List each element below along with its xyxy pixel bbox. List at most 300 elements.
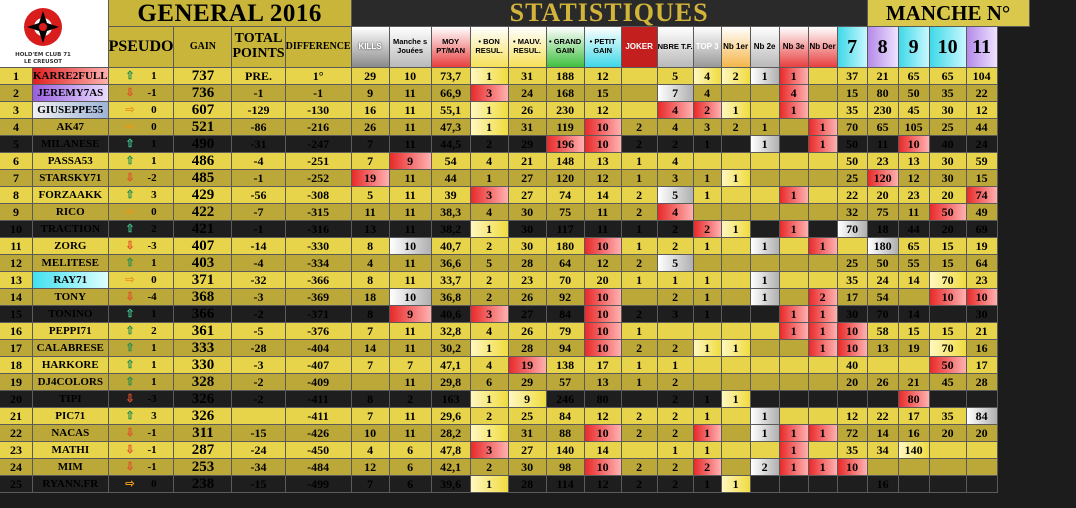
m7-cell: 70 [838, 119, 868, 136]
pseudo-cell: TRACTION [33, 221, 109, 238]
total-points-cell: 366 [174, 306, 232, 323]
kills-cell: 8 [352, 306, 390, 323]
difference-first-cell: -247 [286, 136, 352, 153]
pseudo-cell: STARSKY71 [33, 170, 109, 187]
rank-cell: 5 [0, 136, 33, 153]
m7-cell: 17 [838, 289, 868, 306]
gain-cell [109, 255, 175, 272]
petit-cell: 11 [585, 204, 622, 221]
col-header-grand[interactable]: • GRAND GAIN [547, 27, 585, 68]
nb1-cell [722, 153, 751, 170]
col-header-manche-9[interactable]: 9 [899, 27, 930, 68]
nb3-cell [780, 272, 809, 289]
bon-cell: 1 [471, 476, 509, 493]
table-row[interactable] [0, 323, 1030, 340]
bon-cell: 4 [471, 357, 509, 374]
m10-cell: 15 [930, 323, 967, 340]
col-header-gain[interactable]: GAIN [174, 27, 232, 68]
joker-cell: 1 [622, 170, 658, 187]
arrow-right-icon: ⇨ [125, 120, 135, 133]
gain-cell [109, 272, 175, 289]
m8-cell [868, 459, 899, 476]
rank-cell: 4 [0, 119, 33, 136]
m11-cell: 17 [967, 357, 998, 374]
mauv-cell: 30 [509, 238, 547, 255]
m9-cell: 21 [899, 374, 930, 391]
rank-cell: 12 [0, 255, 33, 272]
col-header-mauv[interactable]: • MAUV. RESUL. [509, 27, 547, 68]
petit-cell: 17 [585, 357, 622, 374]
manches-cell: 11 [390, 425, 432, 442]
joker-cell: 2 [622, 459, 658, 476]
top3-cell [694, 204, 722, 221]
manches-cell: 2 [390, 391, 432, 408]
gain-cell [109, 357, 175, 374]
mauv-cell: 27 [509, 442, 547, 459]
manches-cell: 11 [390, 187, 432, 204]
nbder-cell [809, 408, 838, 425]
gain-cell [109, 459, 175, 476]
nb2-cell: 1 [751, 408, 780, 425]
top3-cell: 1 [694, 238, 722, 255]
joker-cell [622, 289, 658, 306]
table-row[interactable] [0, 153, 1030, 170]
m11-cell: 20 [967, 425, 998, 442]
col-header-top3[interactable]: TOP 3 [694, 27, 722, 68]
petit-cell: 12 [585, 476, 622, 493]
total-points-cell: 407 [174, 238, 232, 255]
difference-first-cell: -330 [286, 238, 352, 255]
grand-cell: 138 [547, 357, 585, 374]
nbre-cell: 1 [658, 272, 694, 289]
nbder-cell: 1 [809, 340, 838, 357]
pseudo-cell: KARRE2FULL [33, 68, 109, 85]
m11-cell: 10 [967, 289, 998, 306]
col-header-manches[interactable]: Manche s Jouées [390, 27, 432, 68]
svg-text:HOLD'EM CLUB 71: HOLD'EM CLUB 71 [15, 51, 71, 58]
table-row[interactable] [0, 119, 1030, 136]
grand-cell: 57 [547, 374, 585, 391]
petit-cell: 12 [585, 408, 622, 425]
mauv-cell: 30 [509, 204, 547, 221]
m11-cell: 16 [967, 340, 998, 357]
m9-cell [899, 357, 930, 374]
nb3-cell: 1 [780, 187, 809, 204]
nb3-cell: 1 [780, 68, 809, 85]
arrow-down-icon: ⇩ [125, 86, 135, 99]
m10-cell: 65 [930, 68, 967, 85]
nb1-cell [722, 289, 751, 306]
m8-cell: 34 [868, 442, 899, 459]
nb2-cell: 1 [751, 272, 780, 289]
m10-cell: 70 [930, 272, 967, 289]
nb3-cell [780, 408, 809, 425]
grand-cell: 79 [547, 323, 585, 340]
petit-cell: 15 [585, 85, 622, 102]
moy-cell: 47,8 [432, 442, 471, 459]
pseudo-cell: PASSA53 [33, 153, 109, 170]
mauv-cell: 27 [509, 306, 547, 323]
difference-prev-cell: -129 [232, 102, 285, 119]
difference-first-cell: -369 [286, 289, 352, 306]
table-row[interactable] [0, 374, 1030, 391]
arrow-down-icon: ⇩ [125, 171, 135, 184]
top3-cell: 3 [694, 119, 722, 136]
moy-cell: 39 [432, 187, 471, 204]
petit-cell: 10 [585, 459, 622, 476]
kills-cell: 18 [352, 289, 390, 306]
grand-cell: 119 [547, 119, 585, 136]
top3-cell: 1 [694, 187, 722, 204]
manches-cell: 11 [390, 221, 432, 238]
nbre-cell: 1 [658, 357, 694, 374]
m10-cell: 50 [930, 204, 967, 221]
table-row[interactable] [0, 306, 1030, 323]
gain-cell [109, 289, 175, 306]
table-row[interactable] [0, 408, 1030, 425]
difference-first-cell: -130 [286, 102, 352, 119]
m9-cell [899, 459, 930, 476]
m9-cell: 15 [899, 323, 930, 340]
nb1-cell [722, 425, 751, 442]
mauv-cell: 30 [509, 459, 547, 476]
nb3-cell: 1 [780, 459, 809, 476]
manches-cell: 9 [390, 306, 432, 323]
kills-cell: 9 [352, 85, 390, 102]
rank-cell: 23 [0, 442, 33, 459]
nbre-cell: 5 [658, 187, 694, 204]
table-row[interactable] [0, 102, 1030, 119]
difference-prev-cell: -4 [232, 153, 285, 170]
col-header-nbre[interactable]: NBRE T.F. [658, 27, 694, 68]
m7-cell [838, 238, 868, 255]
top3-cell: 1 [694, 442, 722, 459]
table-row[interactable] [0, 476, 1030, 493]
col-header-nb2[interactable]: Nb 2e [751, 27, 780, 68]
m8-cell: 120 [868, 170, 899, 187]
joker-cell: 1 [622, 153, 658, 170]
gain-cell [109, 340, 175, 357]
m8-cell: 54 [868, 289, 899, 306]
nbre-cell: 5 [658, 255, 694, 272]
manches-cell: 9 [390, 153, 432, 170]
m11-cell: 28 [967, 374, 998, 391]
pseudo-cell: RYANN.FR [33, 476, 109, 493]
total-points-cell: 486 [174, 153, 232, 170]
petit-cell: 12 [585, 255, 622, 272]
nb3-cell: 1 [780, 221, 809, 238]
rank-cell: 24 [0, 459, 33, 476]
arrow-right-icon: ⇨ [125, 103, 135, 116]
arrow-up-icon: ⇧ [125, 222, 135, 235]
arrow-down-icon: ⇩ [125, 460, 135, 473]
nb2-cell [751, 374, 780, 391]
grand-cell: 120 [547, 170, 585, 187]
nb2-cell [751, 323, 780, 340]
gain-cell [109, 238, 175, 255]
top3-cell [694, 357, 722, 374]
manches-cell: 11 [390, 255, 432, 272]
difference-prev-cell: -56 [232, 187, 285, 204]
col-header-total[interactable]: TOTAL POINTS [232, 27, 285, 68]
table-row[interactable] [0, 68, 1030, 85]
grand-cell: 246 [547, 391, 585, 408]
m8-cell: 16 [868, 476, 899, 493]
total-points-cell: 326 [174, 391, 232, 408]
moy-cell: 29,8 [432, 374, 471, 391]
nb2-cell [751, 476, 780, 493]
joker-cell: 2 [622, 340, 658, 357]
kills-cell: 7 [352, 357, 390, 374]
total-points-cell: 607 [174, 102, 232, 119]
m10-cell [930, 442, 967, 459]
m8-cell: 21 [868, 68, 899, 85]
m11-cell: 19 [967, 238, 998, 255]
nb1-cell [722, 272, 751, 289]
total-points-cell: 371 [174, 272, 232, 289]
col-header-difference[interactable]: DIFFERENCE [286, 27, 352, 68]
nb3-cell [780, 357, 809, 374]
manches-cell: 11 [390, 340, 432, 357]
table-row[interactable] [0, 425, 1030, 442]
grand-cell: 117 [547, 221, 585, 238]
table-row[interactable] [0, 340, 1030, 357]
col-header-manche-7[interactable]: 7 [838, 27, 868, 68]
table-row[interactable] [0, 391, 1030, 408]
table-row[interactable] [0, 238, 1030, 255]
m10-cell: 20 [930, 425, 967, 442]
m11-cell: 24 [967, 136, 998, 153]
table-row[interactable] [0, 272, 1030, 289]
table-row[interactable] [0, 357, 1030, 374]
nbre-cell: 4 [658, 102, 694, 119]
nbder-cell: 2 [809, 289, 838, 306]
col-header-nb3[interactable]: Nb 3e [780, 27, 809, 68]
rank-cell: 7 [0, 170, 33, 187]
m10-cell: 15 [930, 238, 967, 255]
grand-cell: 188 [547, 68, 585, 85]
pseudo-cell: GIUSEPPE55 [33, 102, 109, 119]
moy-cell: 54 [432, 153, 471, 170]
pseudo-cell: DJ4COLORS [33, 374, 109, 391]
nbre-cell: 2 [658, 459, 694, 476]
m8-cell [868, 357, 899, 374]
moy-cell: 44,5 [432, 136, 471, 153]
rank-cell: 15 [0, 306, 33, 323]
kills-cell: 7 [352, 136, 390, 153]
kills-cell: 7 [352, 153, 390, 170]
kills-cell: 4 [352, 255, 390, 272]
top3-cell: 1 [694, 289, 722, 306]
moy-cell: 38,3 [432, 204, 471, 221]
total-points-cell: 490 [174, 136, 232, 153]
bon-cell: 1 [471, 170, 509, 187]
m9-cell: 140 [899, 442, 930, 459]
m7-cell: 32 [838, 204, 868, 221]
arrow-right-icon: ⇨ [125, 273, 135, 286]
nbre-cell: 7 [658, 85, 694, 102]
moy-cell: 33,7 [432, 272, 471, 289]
table-row[interactable] [0, 85, 1030, 102]
kills-cell: 5 [352, 187, 390, 204]
moy-cell: 36,6 [432, 255, 471, 272]
rank-cell: 17 [0, 340, 33, 357]
bon-cell: 4 [471, 204, 509, 221]
pseudo-cell: RAY71 [33, 272, 109, 289]
table-row[interactable] [0, 187, 1030, 204]
kills-cell: 14 [352, 340, 390, 357]
gain-cell [109, 119, 175, 136]
top3-cell: 4 [694, 68, 722, 85]
nbder-cell [809, 221, 838, 238]
nbder-cell: 1 [809, 119, 838, 136]
kills-cell: 11 [352, 204, 390, 221]
nbder-cell [809, 170, 838, 187]
gain-value: 1 [151, 358, 157, 371]
top3-cell: 1 [694, 170, 722, 187]
m10-cell: 30 [930, 170, 967, 187]
difference-prev-cell: PRE. [232, 68, 285, 85]
nbder-cell [809, 255, 838, 272]
m11-cell: 74 [967, 187, 998, 204]
difference-first-cell: -334 [286, 255, 352, 272]
grand-cell: 74 [547, 187, 585, 204]
table-row[interactable] [0, 442, 1030, 459]
col-header-nb1[interactable]: Nb 1er [722, 27, 751, 68]
grand-cell: 94 [547, 340, 585, 357]
pseudo-cell: TONY [33, 289, 109, 306]
gain-cell [109, 102, 175, 119]
arrow-up-icon: ⇧ [125, 358, 135, 371]
pseudo-cell: AK47 [33, 119, 109, 136]
rank-cell: 3 [0, 102, 33, 119]
gain-cell [109, 425, 175, 442]
total-points-cell: 333 [174, 340, 232, 357]
gain-cell [109, 153, 175, 170]
table-row[interactable] [0, 459, 1030, 476]
total-points-cell: 403 [174, 255, 232, 272]
pseudo-cell: JEREMY7AS [33, 85, 109, 102]
joker-cell: 1 [622, 272, 658, 289]
nb2-cell [751, 221, 780, 238]
nb1-cell [722, 357, 751, 374]
pseudo-cell: TIPI [33, 391, 109, 408]
mauv-cell: 26 [509, 289, 547, 306]
m8-cell: 23 [868, 153, 899, 170]
moy-cell: 32,8 [432, 323, 471, 340]
col-header-bon[interactable]: • BON RESUL. [471, 27, 509, 68]
gain-value: 2 [151, 324, 157, 337]
nb1-cell: 2 [722, 68, 751, 85]
difference-prev-cell: -15 [232, 425, 285, 442]
bon-cell: 1 [471, 221, 509, 238]
col-header-manche-8[interactable]: 8 [868, 27, 899, 68]
gain-cell [109, 374, 175, 391]
kills-cell [352, 374, 390, 391]
gain-value: 1 [151, 307, 157, 320]
moy-cell: 38,2 [432, 221, 471, 238]
mauv-cell: 23 [509, 272, 547, 289]
gain-value: -1 [147, 443, 157, 456]
gain-cell [109, 476, 175, 493]
col-header-nbder[interactable]: Nb Der [809, 27, 838, 68]
m7-cell: 35 [838, 442, 868, 459]
petit-cell: 12 [585, 170, 622, 187]
m7-cell: 35 [838, 272, 868, 289]
nb2-cell: 1 [751, 68, 780, 85]
difference-first-cell: -484 [286, 459, 352, 476]
total-points-cell: 330 [174, 357, 232, 374]
m11-cell [967, 442, 998, 459]
mauv-cell: 28 [509, 255, 547, 272]
difference-prev-cell: -32 [232, 272, 285, 289]
nbder-cell [809, 187, 838, 204]
mauv-cell: 31 [509, 68, 547, 85]
mauv-cell: 26 [509, 102, 547, 119]
nbder-cell: 1 [809, 323, 838, 340]
table-row[interactable] [0, 170, 1030, 187]
petit-cell: 20 [585, 272, 622, 289]
m11-cell: 64 [967, 255, 998, 272]
m7-cell: 50 [838, 153, 868, 170]
col-header-joker[interactable]: JOKER [622, 27, 658, 68]
bon-cell: 4 [471, 323, 509, 340]
col-header-moy[interactable]: MOY PT/MAN [432, 27, 471, 68]
m10-cell: 30 [930, 153, 967, 170]
table-row[interactable] [0, 204, 1030, 221]
kills-cell: 7 [352, 476, 390, 493]
table-row[interactable] [0, 289, 1030, 306]
col-header-pseudo[interactable]: PSEUDO [109, 27, 175, 68]
difference-prev-cell: -31 [232, 136, 285, 153]
col-header-manche-11[interactable]: 11 [967, 27, 998, 68]
m9-cell: 10 [899, 136, 930, 153]
m9-cell: 13 [899, 153, 930, 170]
nb3-cell [780, 170, 809, 187]
arrow-right-icon: ⇨ [125, 205, 135, 218]
table-row[interactable] [0, 221, 1030, 238]
grand-cell: 230 [547, 102, 585, 119]
rank-cell: 10 [0, 221, 33, 238]
gain-value: 0 [151, 205, 157, 218]
bon-cell: 2 [471, 238, 509, 255]
m8-cell: 180 [868, 238, 899, 255]
m9-cell: 44 [899, 221, 930, 238]
m7-cell: 25 [838, 255, 868, 272]
joker-cell: 1 [622, 374, 658, 391]
m11-cell: 49 [967, 204, 998, 221]
top3-cell [694, 153, 722, 170]
moy-cell: 47,3 [432, 119, 471, 136]
difference-prev-cell: -1 [232, 85, 285, 102]
bon-cell: 2 [471, 408, 509, 425]
nb2-cell: 1 [751, 425, 780, 442]
pseudo-cell: RICO [33, 204, 109, 221]
pseudo-cell: NACAS [33, 425, 109, 442]
col-header-petit[interactable]: • PETIT GAIN [585, 27, 622, 68]
table-row[interactable] [0, 255, 1030, 272]
m10-cell: 20 [930, 187, 967, 204]
nbre-cell: 3 [658, 170, 694, 187]
nb2-cell [751, 102, 780, 119]
nbre-cell: 2 [658, 289, 694, 306]
col-header-kills[interactable]: KILLS [352, 27, 390, 68]
col-header-manche-10[interactable]: 10 [930, 27, 967, 68]
m10-cell: 50 [930, 357, 967, 374]
table-row[interactable] [0, 136, 1030, 153]
gain-value: -1 [147, 426, 157, 439]
m8-cell: 18 [868, 221, 899, 238]
